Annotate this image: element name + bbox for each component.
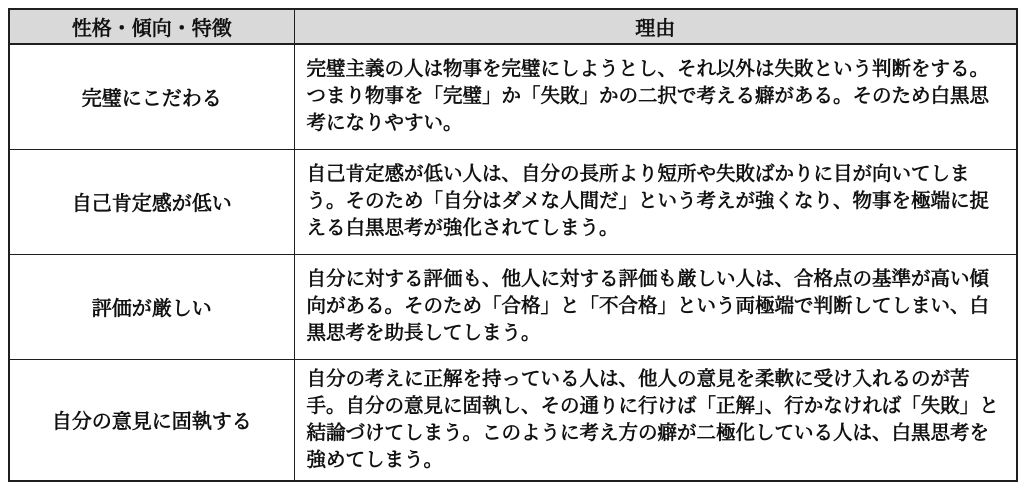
reason-cell: 自分に対する評価も、他人に対する評価も厳しい人は、合格点の基準が高い傾向がある。そのため「合格」と「不合格」という両極端で判断してしまい、白黒思考を助長してしまう。 xyxy=(294,254,1017,359)
traits-reasons-table xyxy=(8,8,1018,482)
trait-cell: 自分の意見に固執する xyxy=(9,359,294,481)
reason-cell: 完璧主義の人は物事を完璧にしようとし、それ以外は失敗という判断をする。つまり物事を「完璧」か「失敗」かの二択で考える癖がある。そのため白黒思考になりやすい。 xyxy=(294,44,1017,149)
table-row xyxy=(9,254,1017,359)
table-row xyxy=(9,44,1017,149)
table-row xyxy=(9,149,1017,254)
header-row xyxy=(9,9,1017,44)
table-row xyxy=(9,359,1017,481)
reason-cell: 自己肯定感が低い人は、自分の長所より短所や失敗ばかりに目が向いてしまう。そのため「自分はダメな人間だ」という考えが強くなり、物事を極端に捉える白黒思考が強化されてしまう。 xyxy=(294,149,1017,254)
column-header-trait: 性格・傾向・特徴 xyxy=(9,9,294,44)
trait-cell: 完璧にこだわる xyxy=(9,44,294,149)
trait-cell: 評価が厳しい xyxy=(9,254,294,359)
column-header-reason: 理由 xyxy=(294,9,1017,44)
trait-cell: 自己肯定感が低い xyxy=(9,149,294,254)
reason-cell: 自分の考えに正解を持っている人は、他人の意見を柔軟に受け入れるのが苦手。自分の意見に固執し、その通りに行けば「正解」、行かなければ「失敗」と結論づけてしまう。このように考え方の癖が二極化している人は、白黒思考を強めてしまう。 xyxy=(294,359,1017,481)
